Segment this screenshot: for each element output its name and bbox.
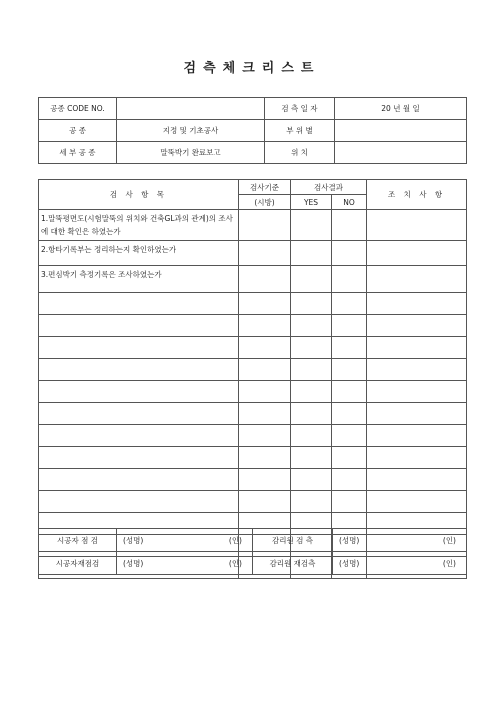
checklist-row (39, 381, 467, 403)
standard-cell[interactable] (239, 241, 291, 266)
item-cell[interactable] (39, 469, 239, 491)
checklist-row (39, 403, 467, 425)
standard-cell[interactable] (239, 315, 291, 337)
contractor-check-sign[interactable] (117, 529, 253, 552)
location-label: 위 치 (265, 142, 335, 164)
info-row-sub (39, 142, 467, 164)
header-no: NO (332, 195, 367, 210)
no-cell[interactable] (332, 266, 367, 293)
standard-cell[interactable] (239, 381, 291, 403)
standard-cell[interactable] (239, 359, 291, 381)
checklist-row (39, 491, 467, 513)
checklist-row (39, 337, 467, 359)
checklist-row (39, 293, 467, 315)
gongjong-label: 공 종 (39, 120, 117, 142)
yes-cell[interactable] (291, 359, 332, 381)
no-cell[interactable] (332, 293, 367, 315)
location-value[interactable] (335, 142, 467, 164)
yes-cell[interactable] (291, 403, 332, 425)
name-placeholder: (성명) (123, 535, 144, 545)
header-yes: YES (291, 195, 332, 210)
action-cell[interactable] (367, 469, 467, 491)
header-item: 검 사 항 목 (39, 180, 239, 210)
yes-cell[interactable] (291, 381, 332, 403)
standard-cell[interactable] (239, 293, 291, 315)
checklist-row (39, 447, 467, 469)
supervisor-reinspect-sign[interactable] (333, 552, 467, 575)
header-standard: 검사기준 (239, 180, 291, 195)
header-standard-sub: (시방) (239, 195, 291, 210)
item-cell[interactable] (39, 315, 239, 337)
supervisor-reinspect-label: 감리원 재검측 (253, 552, 333, 575)
check-item-1: 1.말뚝평면도(시험말뚝의 위치와 건축GL과의 관계)의 조사에 대한 확인은 하였는가 (39, 210, 239, 241)
action-cell[interactable] (367, 241, 467, 266)
date-label: 검 측 일 자 (265, 98, 335, 120)
yes-cell[interactable] (291, 491, 332, 513)
info-table (38, 97, 467, 164)
supervisor-inspect-label: 감리원 검 측 (253, 529, 333, 552)
no-cell[interactable] (332, 425, 367, 447)
action-cell[interactable] (367, 403, 467, 425)
action-cell[interactable] (367, 381, 467, 403)
checklist-row (39, 425, 467, 447)
yes-cell[interactable] (291, 469, 332, 491)
no-cell[interactable] (332, 403, 367, 425)
signature-table (38, 528, 467, 575)
item-cell[interactable] (39, 403, 239, 425)
action-cell[interactable] (367, 266, 467, 293)
no-cell[interactable] (332, 447, 367, 469)
document-title: 검측체크리스트 (183, 61, 321, 76)
action-cell[interactable] (367, 315, 467, 337)
item-cell[interactable] (39, 381, 239, 403)
item-cell[interactable] (39, 491, 239, 513)
action-cell[interactable] (367, 425, 467, 447)
checklist-row (39, 469, 467, 491)
yes-cell[interactable] (291, 425, 332, 447)
part-value[interactable] (335, 120, 467, 142)
standard-cell[interactable] (239, 491, 291, 513)
contractor-check-label: 시공자 점 검 (39, 529, 117, 552)
checklist-row (39, 210, 467, 241)
action-cell[interactable] (367, 337, 467, 359)
date-value[interactable]: 20 년 월 일 (335, 98, 467, 120)
action-cell[interactable] (367, 293, 467, 315)
seal-placeholder: (인) (228, 535, 242, 545)
seal-placeholder: (인) (228, 558, 242, 568)
name-placeholder: (성명) (339, 558, 360, 568)
sub-value[interactable]: 말뚝박기 완료보고 (117, 142, 265, 164)
item-cell[interactable] (39, 293, 239, 315)
standard-cell[interactable] (239, 337, 291, 359)
checklist-row (39, 315, 467, 337)
sub-label: 세 부 공 종 (39, 142, 117, 164)
no-cell[interactable] (332, 337, 367, 359)
standard-cell[interactable] (239, 425, 291, 447)
item-cell[interactable] (39, 425, 239, 447)
no-cell[interactable] (332, 469, 367, 491)
name-placeholder: (성명) (123, 558, 144, 568)
yes-cell[interactable] (291, 447, 332, 469)
yes-cell[interactable] (291, 266, 332, 293)
contractor-recheck-sign[interactable] (117, 552, 253, 575)
signature-row-2 (39, 552, 467, 575)
seal-placeholder: (인) (442, 535, 456, 545)
no-cell[interactable] (332, 241, 367, 266)
name-placeholder: (성명) (339, 535, 360, 545)
yes-cell[interactable] (291, 293, 332, 315)
no-cell[interactable] (332, 359, 367, 381)
code-value[interactable] (117, 98, 265, 120)
action-cell[interactable] (367, 447, 467, 469)
no-cell[interactable] (332, 491, 367, 513)
gongjong-value[interactable]: 지정 및 기초공사 (117, 120, 265, 142)
checklist-row (39, 266, 467, 293)
action-cell[interactable] (367, 359, 467, 381)
standard-cell[interactable] (239, 447, 291, 469)
info-row-gongjong (39, 120, 467, 142)
checklist-header-row (39, 180, 467, 195)
no-cell[interactable] (332, 315, 367, 337)
checklist-row (39, 241, 467, 266)
signature-row-1 (39, 529, 467, 552)
item-cell[interactable] (39, 359, 239, 381)
action-cell[interactable] (367, 491, 467, 513)
yes-cell[interactable] (291, 241, 332, 266)
yes-cell[interactable] (291, 210, 332, 241)
checklist-table (38, 179, 467, 579)
standard-cell[interactable] (239, 210, 291, 241)
check-item-2: 2.항타기록부는 정리하는지 확인하였는가 (39, 241, 239, 266)
contractor-recheck-label: 시공자재점검 (39, 552, 117, 575)
item-cell[interactable] (39, 337, 239, 359)
header-action: 조 치 사 항 (367, 180, 467, 210)
yes-cell[interactable] (291, 315, 332, 337)
info-row-code (39, 98, 467, 120)
seal-placeholder: (인) (442, 558, 456, 568)
no-cell[interactable] (332, 381, 367, 403)
standard-cell[interactable] (239, 469, 291, 491)
check-item-3: 3.편심박기 측정기록은 조사하였는가 (39, 266, 239, 293)
code-label: 공종 CODE NO. (39, 98, 117, 120)
standard-cell[interactable] (239, 266, 291, 293)
supervisor-inspect-sign[interactable] (333, 529, 467, 552)
no-cell[interactable] (332, 210, 367, 241)
standard-cell[interactable] (239, 403, 291, 425)
item-cell[interactable] (39, 447, 239, 469)
action-cell[interactable] (367, 210, 467, 241)
header-result: 검사결과 (291, 180, 367, 195)
part-label: 부 위 별 (265, 120, 335, 142)
checklist-row (39, 359, 467, 381)
yes-cell[interactable] (291, 337, 332, 359)
